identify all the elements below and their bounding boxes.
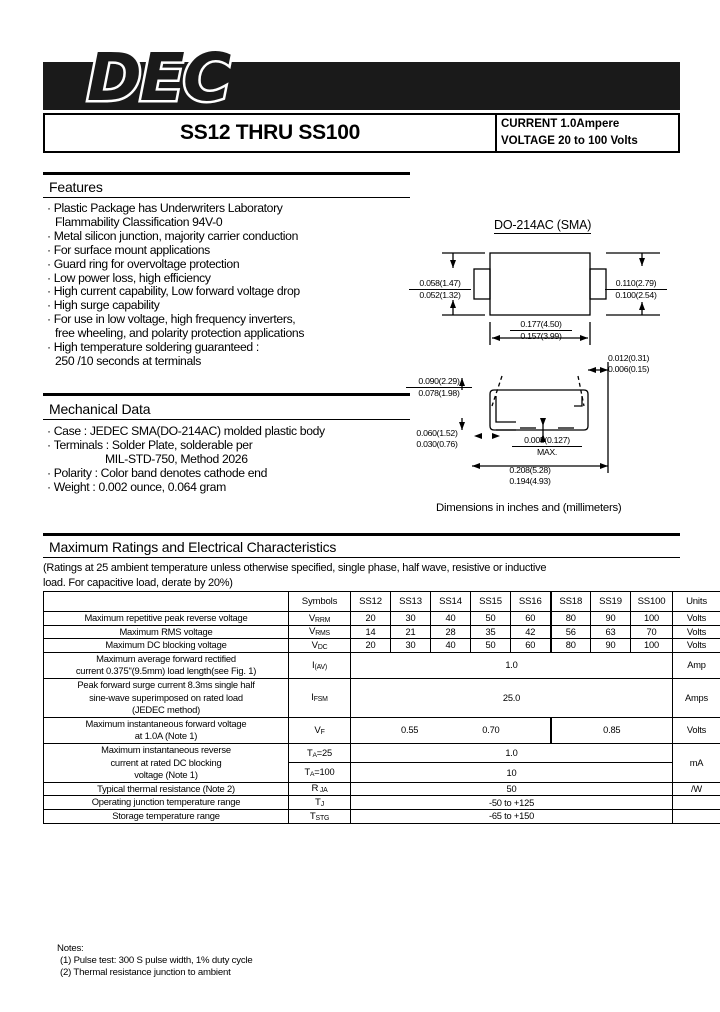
table-row — [44, 717, 720, 743]
cell-value: 56 — [551, 625, 591, 639]
notes-heading: Notes: — [57, 943, 84, 954]
mechanical-list — [47, 425, 325, 495]
cell-value: 90 — [591, 639, 631, 653]
row-description: Maximum instantaneous reverse current at rated DC blocking voltage (Note 1) — [44, 743, 289, 782]
page-title: SS12 THRU SS100 — [180, 121, 360, 144]
list-item: · Metal silicon junction, majority carrier conduction — [47, 228, 299, 243]
table-row — [44, 796, 720, 810]
ratings-heading: Maximum Ratings and Electrical Characteristics — [49, 539, 337, 555]
cell-units: Volts — [673, 639, 720, 653]
current-rating: CURRENT 1.0Ampere — [501, 118, 620, 131]
header-ss16: SS16 — [511, 592, 551, 612]
row-symbol: $T_J$ — [289, 796, 351, 810]
row-description: Typical thermal resistance (Note 2) — [44, 782, 289, 796]
row-description: Maximum RMS voltage — [44, 625, 289, 639]
cell-value: 20 — [351, 639, 391, 653]
cell-units: Volts — [673, 625, 720, 639]
table-row — [44, 639, 720, 653]
list-item: · Low power loss, high efficiency — [47, 270, 211, 285]
header-ss13: SS13 — [391, 592, 431, 612]
cell-value-span: -50 to +125 — [351, 796, 673, 810]
table-header-row — [44, 592, 720, 612]
dim-body-length: 0.177(4.50) 0.157(3.99) — [510, 319, 572, 341]
cell-value-span: 1.0 — [351, 652, 673, 678]
cell-value: 21 — [391, 625, 431, 639]
header-ss18: SS18 — [551, 592, 591, 612]
cell-value: 60 — [511, 639, 551, 653]
table-row — [44, 612, 720, 626]
list-item: Flammability Classification 94V-0 — [55, 214, 223, 229]
list-item: · Plastic Package has Underwriters Laboratory — [47, 201, 283, 215]
table-row — [44, 652, 720, 678]
cell-value: 100 — [631, 612, 673, 626]
row-description: Maximum DC blocking voltage — [44, 639, 289, 653]
row-symbol: $V_{RMS}$ — [289, 625, 351, 639]
svg-text:DEC: DEC — [87, 39, 230, 116]
cell-units: Volts — [673, 612, 720, 626]
features-rule-top — [43, 172, 410, 175]
list-item: MIL-STD-750, Method 2026 — [105, 451, 248, 466]
cell-value-span: 1.0 — [351, 743, 673, 762]
header-units: Units — [673, 592, 720, 612]
title-divider — [495, 115, 497, 151]
row-description: Storage temperature range — [44, 809, 289, 823]
note-item: (2) Thermal resistance junction to ambient — [60, 967, 231, 979]
features-heading: Features — [49, 179, 103, 195]
condition-ta-25: $T_A=25$ — [289, 743, 351, 762]
cell-value-span: 50 — [351, 782, 673, 796]
cell-value: 90 — [591, 612, 631, 626]
cell-value-span: -65 to +150 — [351, 809, 673, 823]
list-item: free wheeling, and polarity protection applications — [55, 326, 305, 341]
dec-logo — [43, 38, 403, 128]
list-item: · Case : JEDEC SMA(DO-214AC) molded plastic body — [47, 424, 325, 438]
header-ss12: SS12 — [351, 592, 391, 612]
header-symbols: Symbols — [289, 592, 351, 612]
cell-value: 50 — [471, 639, 511, 653]
row-description: Maximum average forward rectified current 0.375"(9.5mm) load length(see Fig. 1) — [44, 652, 289, 678]
vf-value-b: 0.70 — [482, 725, 500, 736]
list-item: · Guard ring for overvoltage protection — [47, 256, 240, 271]
cell-units: Amps — [673, 678, 720, 717]
mechanical-rule-top — [43, 393, 410, 396]
ratings-intro — [43, 561, 546, 591]
list-item: · Terminals : Solder Plate, solderable per — [47, 437, 253, 452]
cell-value-span: 10 — [351, 763, 673, 782]
table-row — [44, 678, 720, 717]
package-title: DO-214AC (SMA) — [494, 218, 592, 232]
row-symbol: $V_{RRM}$ — [289, 612, 351, 626]
header-ss14: SS14 — [431, 592, 471, 612]
table-row — [44, 782, 720, 796]
header-blank — [44, 592, 289, 612]
cell-value: 100 — [631, 639, 673, 653]
cell-units: Volts — [673, 717, 720, 743]
note-item: (1) Pulse test: 300 S pulse width, 1% duty cycle — [60, 955, 253, 967]
cell-value: 42 — [511, 625, 551, 639]
package-caption: Dimensions in inches and (millimeters) — [436, 502, 622, 514]
features-list — [47, 202, 304, 369]
cell-value: 14 — [351, 625, 391, 639]
ratings-summary — [501, 115, 674, 151]
header-ss15: SS15 — [471, 592, 511, 612]
ratings-rule-top — [43, 533, 680, 536]
list-item: · High surge capability — [47, 298, 160, 313]
package-drawing — [412, 218, 682, 513]
intro-line-2: load. For capacitive load, derate by 20%) — [43, 577, 233, 589]
cell-vf-high: 0.85 — [551, 717, 673, 743]
row-symbol: $I_{(AV)}$ — [289, 652, 351, 678]
table-row — [44, 625, 720, 639]
row-symbol: $T_{STG}$ — [289, 809, 351, 823]
ratings-rule-bottom — [43, 557, 680, 558]
vf-value-a: 0.55 — [400, 725, 419, 736]
row-description: Peak forward surge current 8.3ms single half sine-wave superimposed on rated load (JEDEC method) — [44, 678, 289, 717]
cell-units: Amp — [673, 652, 720, 678]
features-rule-bottom — [43, 197, 410, 198]
cell-value: 40 — [431, 612, 471, 626]
dim-height: 0.058(1.47) 0.052(1.32) — [409, 278, 471, 300]
cell-units — [673, 809, 720, 823]
dim-foot-length: 0.060(1.52) 0.030(0.76) — [416, 428, 458, 449]
cell-value: 60 — [511, 612, 551, 626]
cell-value: 28 — [431, 625, 471, 639]
list-item: 250 /10 seconds at terminals — [55, 353, 202, 368]
cell-value: 80 — [551, 639, 591, 653]
dim-width-right: 0.110(2.79) 0.100(2.54) — [605, 278, 667, 300]
cell-value: 30 — [391, 612, 431, 626]
dim-overall-length: 0.208(5.28) 0.194(4.93) — [509, 465, 551, 486]
row-symbol: $V_F$ — [289, 717, 351, 743]
list-item: · Polarity : Color band denotes cathode end — [47, 465, 268, 480]
cell-vf-low — [351, 717, 551, 743]
mechanical-rule-bottom — [43, 419, 410, 420]
dim-standoff: 0.005(0.127) MAX. — [512, 435, 582, 457]
mechanical-heading: Mechanical Data — [49, 401, 151, 417]
cell-value: 30 — [391, 639, 431, 653]
notes-block — [57, 943, 253, 980]
row-description: Maximum instantaneous forward voltage at 1.0A (Note 1) — [44, 717, 289, 743]
voltage-rating: VOLTAGE 20 to 100 Volts — [501, 135, 638, 147]
row-symbol: $I_{FSM}$ — [289, 678, 351, 717]
cell-value: 63 — [591, 625, 631, 639]
list-item: · High current capability, Low forward voltage drop — [47, 284, 300, 299]
row-description: Operating junction temperature range — [44, 796, 289, 810]
cell-value: 50 — [471, 612, 511, 626]
row-symbol: $V_{DC}$ — [289, 639, 351, 653]
list-item: · Weight : 0.002 ounce, 0.064 gram — [47, 479, 226, 494]
dim-lead-thickness: 0.012(0.31) 0.006(0.15) — [608, 353, 650, 374]
condition-ta-100: $T_A=100$ — [289, 763, 351, 782]
list-item: · For surface mount applications — [47, 242, 210, 257]
header-ss19: SS19 — [591, 592, 631, 612]
list-item: · For use in low voltage, high frequency inverters, — [47, 312, 296, 327]
intro-line-1: (Ratings at 25 ambient temperature unless otherwise specified, single phase, half wave, resistive or inductive — [43, 562, 547, 574]
row-description: Maximum repetitive peak reverse voltage — [44, 612, 289, 626]
cell-value: 70 — [631, 625, 673, 639]
row-symbol: R $_{JA}$ — [289, 782, 351, 796]
table-row — [44, 743, 720, 762]
dim-side-height: 0.090(2.29) 0.078(1.98) — [406, 376, 472, 398]
cell-value: 35 — [471, 625, 511, 639]
cell-value: 80 — [551, 612, 591, 626]
table-row — [44, 809, 720, 823]
cell-value: 40 — [431, 639, 471, 653]
cell-units — [673, 796, 720, 810]
list-item: · High temperature soldering guaranteed : — [47, 340, 259, 355]
cell-value-span: 25.0 — [351, 678, 673, 717]
cell-units: /W — [673, 782, 720, 796]
header-ss100: SS100 — [631, 592, 673, 612]
cell-units: mA — [673, 743, 720, 782]
cell-value: 20 — [351, 612, 391, 626]
specifications-table — [43, 591, 720, 824]
